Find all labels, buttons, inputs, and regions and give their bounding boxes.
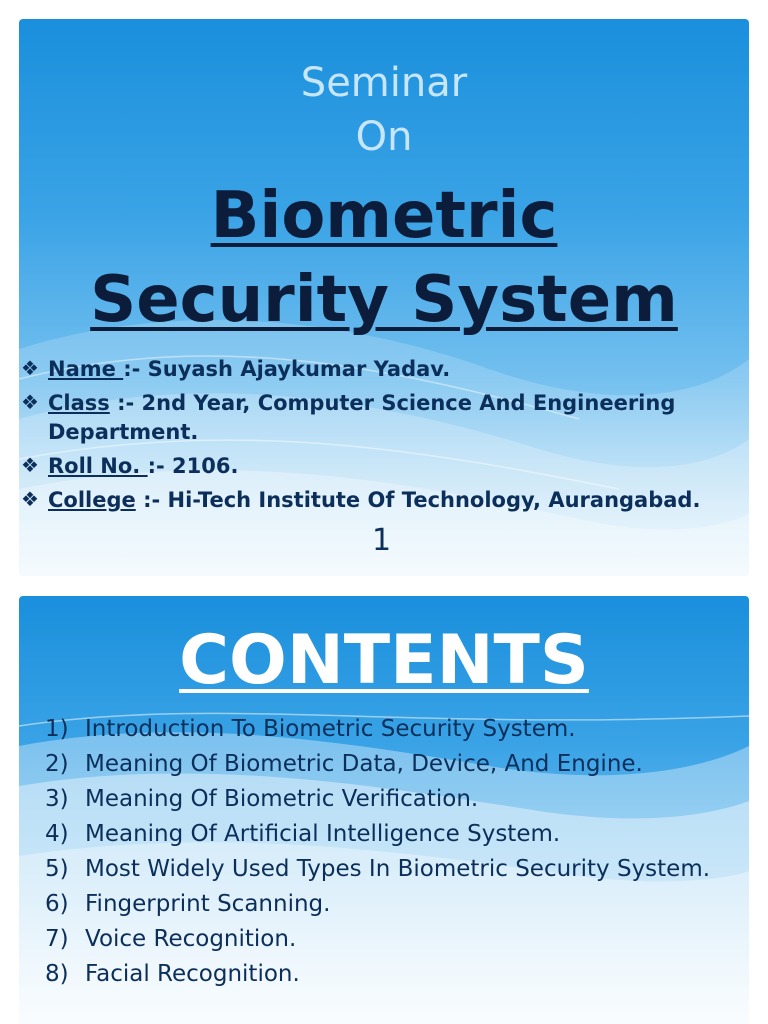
contents-list [45,714,735,994]
list-item [45,749,735,780]
item-text: Meaning Of Biometric Data, Device, And Engine. [85,751,643,777]
item-number: 7) [45,926,69,952]
list-item [45,924,735,955]
detail-key: Name [48,357,124,381]
item-text: Meaning Of Artificial Intelligence System. [85,821,561,847]
detail-name [19,355,729,384]
detail-sep: :- [109,391,142,415]
item-text: Facial Recognition. [85,961,300,987]
title-text-1: Biometric [210,179,558,253]
diamond-bullet-icon: ❖ [21,453,39,477]
detail-sep: :- [123,357,148,381]
contents-title-text: CONTENTS [179,621,589,700]
subtitle-seminar: Seminar [300,60,468,106]
detail-value: 2nd Year, Computer Science And Engineering Department. [48,391,676,444]
detail-value: 2106. [172,454,239,478]
diamond-bullet-icon: ❖ [21,356,39,380]
list-item [45,819,735,850]
slide-number: 1 [372,523,392,558]
item-number: 6) [45,891,69,917]
list-item [45,854,735,885]
item-number: 4) [45,821,69,847]
item-number: 3) [45,786,69,812]
contents-slide [19,596,749,1024]
title-line-1 [19,175,749,257]
item-number: 1) [45,716,69,742]
detail-value: Hi-Tech Institute Of Technology, Aurangabad. [167,488,701,512]
item-text: Introduction To Biometric Security System. [85,716,576,742]
list-item [45,784,735,815]
detail-college [19,486,729,515]
item-number: 5) [45,856,69,882]
title-text-2: Security System [90,263,678,337]
detail-sep: :- [135,488,168,512]
detail-key: Class [48,391,110,415]
list-item [45,959,735,990]
detail-value: Suyash Ajaykumar Yadav. [147,357,451,381]
subtitle-on: On [355,114,413,160]
detail-sep: :- [147,454,173,478]
item-text: Voice Recognition. [85,926,297,952]
diamond-bullet-icon: ❖ [21,487,39,511]
title-slide [19,19,749,576]
detail-key: College [48,488,136,512]
item-text: Fingerprint Scanning. [85,891,331,917]
list-item [45,714,735,745]
item-number: 2) [45,751,69,777]
detail-key: Roll No. [48,454,148,478]
title-line-2 [19,259,749,341]
item-text: Meaning Of Biometric Verification. [85,786,479,812]
item-text: Most Widely Used Types In Biometric Security System. [85,856,711,882]
list-item [45,889,735,920]
detail-class [19,389,729,447]
item-number: 8) [45,961,69,987]
diamond-bullet-icon: ❖ [21,390,39,414]
detail-roll-no [19,452,729,481]
contents-title [19,618,749,704]
student-details-list [19,355,729,520]
